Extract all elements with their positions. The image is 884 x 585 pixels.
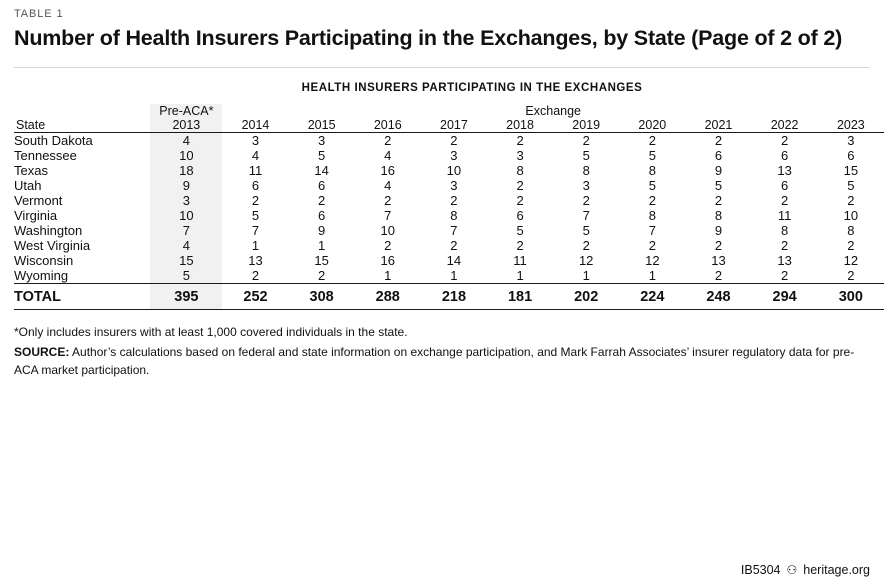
row-state: Texas bbox=[14, 162, 48, 178]
cell-2022: 2 bbox=[781, 237, 789, 253]
cell-2022: 8 bbox=[781, 222, 789, 238]
col-header-2017: 2017 bbox=[440, 117, 468, 132]
cell-2018: 2 bbox=[516, 177, 524, 193]
cell-2016: 2 bbox=[384, 132, 392, 148]
cell-2022: 2 bbox=[781, 267, 789, 283]
cell-2015: 15 bbox=[314, 252, 329, 268]
cell-2017: 14 bbox=[446, 252, 462, 268]
cell-2013: 4 bbox=[150, 238, 222, 253]
cell-2016: 4 bbox=[384, 177, 392, 193]
site-url: heritage.org bbox=[803, 563, 870, 577]
col-header-2020: 2020 bbox=[638, 117, 667, 132]
table-bottom-rule bbox=[14, 309, 884, 310]
cell-2017: 10 bbox=[446, 162, 462, 178]
cell-2016: 2 bbox=[384, 192, 392, 208]
cell-2021: 2 bbox=[714, 267, 723, 283]
cell-2017: 3 bbox=[450, 147, 458, 163]
row-state: West Virginia bbox=[14, 237, 91, 253]
total-2018: 181 bbox=[487, 283, 553, 309]
total-2013: 395 bbox=[150, 283, 222, 309]
cell-2019: 3 bbox=[582, 177, 590, 193]
cell-2018: 2 bbox=[516, 237, 524, 253]
cell-2017: 8 bbox=[450, 207, 458, 223]
cell-2023: 3 bbox=[847, 132, 855, 148]
cell-2013: 18 bbox=[150, 163, 222, 178]
cell-2023: 2 bbox=[847, 237, 855, 253]
cell-2018: 5 bbox=[516, 222, 524, 238]
col-header-2021: 2021 bbox=[704, 117, 733, 132]
row-state: Washington bbox=[14, 222, 83, 238]
cell-2014: 7 bbox=[251, 222, 260, 238]
col-header-2013: 2013 bbox=[150, 118, 222, 132]
cell-2016: 2 bbox=[384, 237, 392, 253]
page-title: Number of Health Insurers Participating in the Exchanges, by State (Page of 2 of 2) bbox=[14, 26, 843, 50]
cell-2020: 7 bbox=[648, 222, 656, 238]
cell-2018: 8 bbox=[516, 162, 524, 178]
cell-2022: 6 bbox=[781, 147, 789, 163]
table-row bbox=[14, 148, 884, 163]
cell-2014: 5 bbox=[251, 207, 260, 223]
cell-2020: 2 bbox=[648, 192, 656, 208]
document-id: IB5304 bbox=[740, 563, 781, 577]
cell-2022: 6 bbox=[781, 177, 789, 193]
cell-2021: 8 bbox=[714, 207, 723, 223]
cell-2015: 1 bbox=[318, 237, 326, 253]
table-row bbox=[14, 238, 884, 253]
cell-2017: 3 bbox=[450, 177, 458, 193]
cell-2021: 2 bbox=[714, 237, 723, 253]
col-header-2016: 2016 bbox=[373, 117, 402, 132]
cell-2016: 4 bbox=[384, 147, 392, 163]
cell-2021: 13 bbox=[711, 252, 726, 268]
cell-2019: 5 bbox=[582, 222, 590, 238]
cell-2014: 6 bbox=[251, 177, 260, 193]
cell-2019: 5 bbox=[582, 147, 590, 163]
cell-2016: 1 bbox=[384, 267, 392, 283]
table-row bbox=[14, 208, 884, 223]
col-header-2022: 2022 bbox=[770, 117, 799, 132]
cell-2015: 2 bbox=[318, 267, 326, 283]
table-row bbox=[14, 223, 884, 238]
cell-2013: 4 bbox=[150, 132, 222, 148]
cell-2015: 9 bbox=[318, 222, 326, 238]
table-label: TABLE 1 bbox=[14, 8, 64, 20]
cell-2014: 13 bbox=[248, 252, 263, 268]
notes-block bbox=[14, 324, 874, 379]
cell-2018: 3 bbox=[516, 147, 524, 163]
table-row bbox=[14, 163, 884, 178]
table-row bbox=[14, 132, 884, 148]
total-2021: 248 bbox=[685, 283, 751, 309]
note-source-text: Author’s calculations based on federal and state information on exchange participation, and Mark Farrah Associates’ insurer regulatory data for pre-ACA market participation. bbox=[14, 345, 855, 377]
cell-2022: 13 bbox=[777, 252, 792, 268]
cell-2020: 5 bbox=[648, 147, 656, 163]
table-row bbox=[14, 253, 884, 268]
cell-2023: 12 bbox=[843, 252, 859, 268]
cell-2013: 5 bbox=[150, 268, 222, 284]
cell-2018: 11 bbox=[513, 252, 527, 268]
table-row bbox=[14, 178, 884, 193]
cell-2018: 2 bbox=[516, 132, 524, 148]
cell-2023: 2 bbox=[847, 192, 855, 208]
cell-2019: 2 bbox=[582, 237, 590, 253]
footer bbox=[741, 563, 870, 577]
cell-2017: 7 bbox=[450, 222, 458, 238]
cell-2018: 1 bbox=[516, 267, 524, 283]
cell-2015: 14 bbox=[314, 162, 329, 178]
column-header-row bbox=[14, 118, 884, 132]
cell-2014: 4 bbox=[251, 147, 260, 163]
total-2015: 308 bbox=[289, 283, 355, 309]
cell-2013: 15 bbox=[150, 253, 222, 268]
cell-2015: 6 bbox=[318, 177, 326, 193]
cell-2021: 2 bbox=[714, 132, 723, 148]
cell-2020: 2 bbox=[648, 132, 656, 148]
cell-2022: 2 bbox=[781, 192, 789, 208]
cell-2021: 5 bbox=[714, 177, 723, 193]
cell-2013: 3 bbox=[150, 193, 222, 208]
cell-2021: 6 bbox=[714, 147, 723, 163]
cell-2019: 7 bbox=[582, 207, 590, 223]
row-state: Wisconsin bbox=[14, 252, 74, 268]
cell-2021: 9 bbox=[714, 162, 723, 178]
group-header-exchange: Exchange bbox=[525, 103, 582, 118]
cell-2017: 2 bbox=[450, 192, 458, 208]
table-row bbox=[14, 193, 884, 208]
cell-2013: 9 bbox=[150, 178, 222, 193]
cell-2023: 10 bbox=[843, 207, 859, 223]
row-state: Vermont bbox=[14, 192, 63, 208]
cell-2020: 5 bbox=[648, 177, 656, 193]
row-state: Wyoming bbox=[14, 267, 69, 283]
cell-2023: 15 bbox=[843, 162, 859, 178]
cell-2020: 1 bbox=[648, 267, 656, 283]
heritage-bell-icon: ⚇ bbox=[786, 563, 798, 577]
cell-2015: 2 bbox=[318, 192, 326, 208]
cell-2014: 2 bbox=[251, 192, 260, 208]
cell-2018: 2 bbox=[516, 192, 524, 208]
col-header-2015: 2015 bbox=[307, 117, 336, 132]
cell-2014: 11 bbox=[248, 162, 263, 178]
cell-2022: 13 bbox=[777, 162, 792, 178]
cell-2014: 3 bbox=[251, 132, 260, 148]
row-state: Virginia bbox=[14, 207, 58, 223]
cell-2019: 2 bbox=[582, 132, 590, 148]
table-row bbox=[14, 268, 884, 284]
cell-2021: 2 bbox=[714, 192, 723, 208]
col-header-2023: 2023 bbox=[836, 117, 865, 132]
chart-supertitle: HEALTH INSURERS PARTICIPATING IN THE EXCHANGES bbox=[301, 81, 643, 94]
col-header-2018: 2018 bbox=[506, 117, 534, 132]
cell-2021: 9 bbox=[714, 222, 723, 238]
total-2014: 252 bbox=[222, 283, 288, 309]
total-2019: 202 bbox=[553, 283, 619, 309]
row-state: Utah bbox=[14, 177, 42, 193]
note-source-label: SOURCE: bbox=[14, 345, 70, 360]
cell-2015: 5 bbox=[318, 147, 326, 163]
group-header-row bbox=[14, 104, 884, 118]
cell-2019: 12 bbox=[578, 252, 594, 268]
cell-2020: 8 bbox=[648, 162, 656, 178]
cell-2022: 11 bbox=[777, 207, 792, 223]
cell-2016: 16 bbox=[380, 162, 395, 178]
total-2020: 224 bbox=[619, 283, 685, 309]
table-row-total bbox=[14, 283, 884, 309]
note-source bbox=[14, 344, 874, 379]
cell-2018: 6 bbox=[516, 207, 524, 223]
cell-2013: 10 bbox=[150, 148, 222, 163]
col-header-2019: 2019 bbox=[572, 117, 601, 132]
cell-2014: 1 bbox=[251, 237, 260, 253]
cell-2020: 12 bbox=[645, 252, 660, 268]
cell-2016: 7 bbox=[384, 207, 392, 223]
cell-2017: 1 bbox=[450, 267, 458, 283]
note-asterisk: *Only includes insurers with at least 1,000 covered individuals in the state. bbox=[14, 324, 408, 339]
row-total-label: TOTAL bbox=[14, 283, 150, 309]
total-2023: 300 bbox=[818, 283, 884, 309]
col-header-state: State bbox=[16, 117, 46, 132]
table-head bbox=[14, 104, 884, 133]
insurers-table bbox=[14, 104, 884, 309]
cell-2019: 1 bbox=[582, 267, 590, 283]
cell-2020: 8 bbox=[648, 207, 656, 223]
cell-2019: 8 bbox=[582, 162, 590, 178]
cell-2023: 5 bbox=[847, 177, 855, 193]
cell-2023: 2 bbox=[847, 267, 855, 283]
table-body bbox=[14, 132, 884, 309]
cell-2016: 10 bbox=[380, 222, 395, 238]
cell-2017: 2 bbox=[450, 132, 458, 148]
cell-2023: 6 bbox=[847, 147, 855, 163]
cell-2013: 7 bbox=[150, 223, 222, 238]
cell-2017: 2 bbox=[450, 237, 458, 253]
cell-2015: 6 bbox=[318, 207, 326, 223]
total-2016: 288 bbox=[355, 283, 421, 309]
cell-2014: 2 bbox=[251, 267, 260, 283]
col-header-2014: 2014 bbox=[241, 117, 270, 132]
cell-2013: 10 bbox=[150, 208, 222, 223]
row-state: South Dakota bbox=[14, 132, 93, 148]
group-header-blank bbox=[14, 104, 150, 118]
cell-2016: 16 bbox=[380, 252, 395, 268]
cell-2022: 2 bbox=[781, 132, 789, 148]
total-2017: 218 bbox=[421, 283, 487, 309]
row-state: Tennessee bbox=[14, 147, 77, 163]
group-header-pre-aca: Pre-ACA* bbox=[150, 104, 222, 118]
cell-2020: 2 bbox=[648, 237, 656, 253]
cell-2023: 8 bbox=[847, 222, 855, 238]
title-divider bbox=[14, 67, 870, 68]
cell-2019: 2 bbox=[582, 192, 590, 208]
cell-2015: 3 bbox=[318, 132, 326, 148]
total-2022: 294 bbox=[752, 283, 818, 309]
